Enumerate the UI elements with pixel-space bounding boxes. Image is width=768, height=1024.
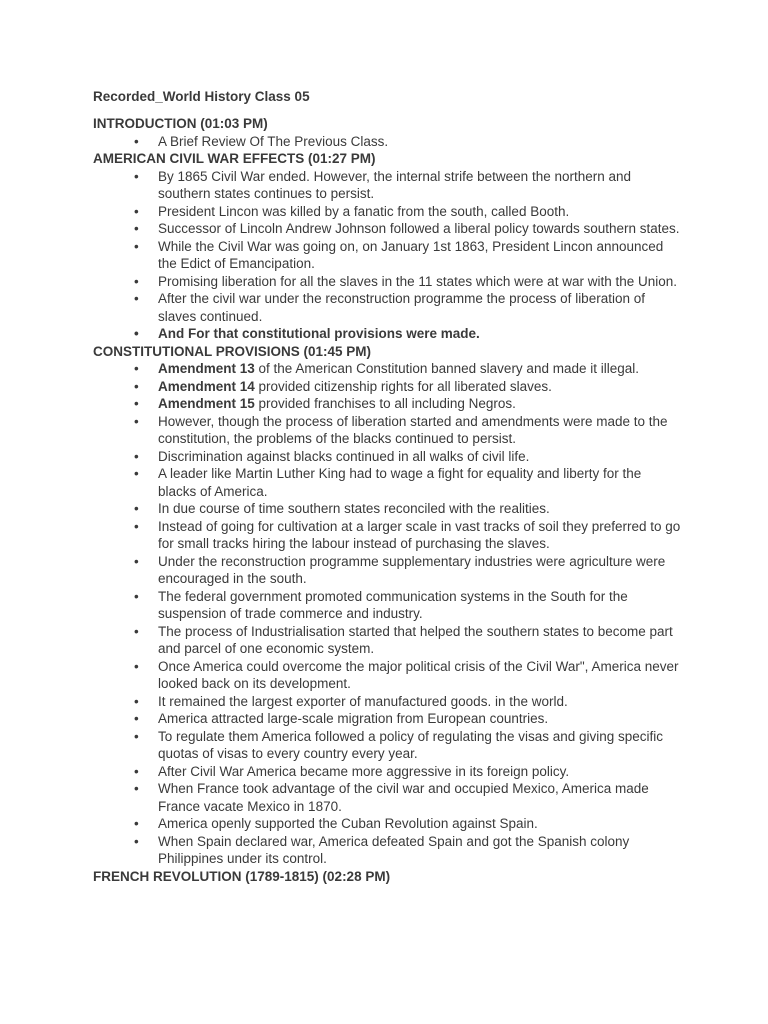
- bullet-icon: •: [134, 588, 139, 604]
- list-item-text: To regulate them America followed a policy of regulating the visas and giving specific quotas of visas to every country every year.: [158, 728, 664, 761]
- list-item: [134, 518, 683, 553]
- list-item-text: America openly supported the Cuban Revolution against Spain.: [158, 816, 538, 831]
- list-item-text: In due course of time southern states reconciled with the realities.: [158, 501, 550, 516]
- list-item: [134, 220, 683, 238]
- list-item: [134, 465, 683, 500]
- bullet-icon: •: [134, 326, 139, 341]
- list-item: [134, 728, 683, 763]
- bullet-icon: •: [134, 623, 139, 639]
- list-item-text: Once America could overcome the major political crisis of the Civil War", America never looked back on its development.: [158, 658, 679, 691]
- list-item-text: of the American Constitution banned slavery and made it illegal.: [254, 361, 640, 376]
- bullet-icon: •: [134, 833, 139, 849]
- list-item: [134, 588, 683, 623]
- list-item: [134, 500, 683, 518]
- list-item: [134, 623, 683, 658]
- document-title: Recorded_World History Class 05: [93, 89, 310, 104]
- bullet-icon: •: [134, 221, 139, 236]
- list-item: [134, 833, 683, 868]
- document-page: [93, 88, 683, 885]
- list-item-text: When Spain declared war, America defeated Spain and got the Spanish colony Philippines under its control.: [158, 833, 630, 866]
- list-item: [134, 815, 683, 833]
- list-item-text: The federal government promoted communication systems in the South for the suspension of trade commerce and industry.: [158, 588, 628, 621]
- bullet-icon: •: [134, 413, 139, 429]
- section-heading: FRENCH REVOLUTION (1789-1815) (02:28 PM): [93, 868, 391, 884]
- list-item-text: provided citizenship rights for all liberated slaves.: [254, 378, 552, 394]
- list-item-text: However, though the process of liberation started and amendments were made to the constitution, the problems of the blacks continued to persist.: [158, 413, 668, 446]
- bullet-icon: •: [134, 693, 139, 709]
- amendment-label: Amendment 13: [158, 361, 255, 376]
- bullet-icon: •: [134, 361, 139, 376]
- list-item-text: While the Civil War was going on, on January 1st 1863, President Lincon announced the Edict of Emancipation.: [158, 238, 664, 271]
- list-item-text: The process of Industrialisation started that helped the southern states to become part and parcel of one economic system.: [158, 623, 673, 656]
- list-item: [134, 360, 683, 378]
- bullet-icon: •: [134, 273, 139, 289]
- list-item-text: A leader like Martin Luther King had to wage a fight for equality and liberty for the blacks of America.: [158, 466, 642, 499]
- bullet-icon: •: [134, 448, 139, 464]
- list-item-text: Instead of going for cultivation at a larger scale in vast tracks of soil they preferred to go for small tracks hiring the labour instead of purchasing the slaves.: [158, 518, 681, 551]
- list-item: [134, 273, 683, 291]
- list-item: [134, 658, 683, 693]
- list-item-text: A Brief Review Of The Previous Class.: [158, 133, 389, 149]
- bullet-icon: •: [134, 781, 139, 796]
- bullet-icon: •: [134, 728, 139, 744]
- bullet-icon: •: [134, 816, 139, 831]
- list-item-text: And For that constitutional provisions were made.: [158, 326, 480, 341]
- bullet-icon: •: [134, 711, 139, 726]
- list-item-text: After Civil War America became more aggressive in its foreign policy.: [158, 763, 570, 779]
- list-item: [134, 780, 683, 815]
- amendment-label: Amendment 15: [158, 396, 255, 411]
- bullet-icon: •: [134, 396, 139, 411]
- bullet-icon: •: [134, 518, 139, 534]
- list-item: [134, 203, 683, 221]
- list-item: [134, 710, 683, 728]
- bullet-list: [93, 133, 683, 151]
- bullet-icon: •: [134, 291, 139, 306]
- list-item-text: After the civil war under the reconstruction programme the process of liberation of slaves continued.: [158, 291, 645, 324]
- list-item-text: provided franchises to all including Negros.: [254, 396, 516, 411]
- list-item-text: America attracted large-scale migration from European countries.: [158, 711, 549, 726]
- list-item: [134, 693, 683, 711]
- bullet-icon: •: [134, 238, 139, 254]
- list-item: [134, 133, 683, 151]
- bullet-icon: •: [134, 168, 139, 184]
- bullet-icon: •: [134, 501, 139, 516]
- document-body: [93, 115, 683, 885]
- bullet-icon: •: [134, 763, 139, 779]
- amendment-label: Amendment 14: [158, 378, 255, 394]
- list-item-text: When France took advantage of the civil war and occupied Mexico, America made France vacate Mexico in 1870.: [158, 781, 649, 814]
- list-item: [134, 763, 683, 781]
- list-item: [134, 448, 683, 466]
- section-heading: INTRODUCTION (01:03 PM): [93, 116, 268, 131]
- bullet-list: [93, 168, 683, 343]
- section-heading: AMERICAN CIVIL WAR EFFECTS (01:27 PM): [93, 151, 376, 166]
- bullet-icon: •: [134, 133, 139, 149]
- list-item: [134, 395, 683, 413]
- list-item-text: Promising liberation for all the slaves in the 11 states which were at war with the Union.: [158, 273, 677, 289]
- bullet-icon: •: [134, 658, 139, 674]
- list-item-text: Under the reconstruction programme supplementary industries were agriculture were encouraged in the south.: [158, 553, 666, 586]
- list-item-text: Successor of Lincoln Andrew Johnson followed a liberal policy towards southern states.: [158, 221, 680, 236]
- list-item: [134, 413, 683, 448]
- bullet-list: [93, 360, 683, 868]
- list-item: [134, 325, 683, 343]
- bullet-icon: •: [134, 203, 139, 219]
- list-item: [134, 378, 683, 396]
- list-item-text: By 1865 Civil War ended. However, the internal strife between the northern and southern states continues to persist.: [158, 168, 632, 201]
- list-item-text: President Lincon was killed by a fanatic from the south, called Booth.: [158, 203, 570, 219]
- bullet-icon: •: [134, 378, 139, 394]
- list-item-text: Discrimination against blacks continued in all walks of civil life.: [158, 448, 530, 464]
- list-item: [134, 168, 683, 203]
- list-item-text: It remained the largest exporter of manufactured goods. in the world.: [158, 693, 568, 709]
- list-item: [134, 238, 683, 273]
- list-item: [134, 290, 683, 325]
- bullet-icon: •: [134, 553, 139, 569]
- section-heading: CONSTITUTIONAL PROVISIONS (01:45 PM): [93, 343, 372, 359]
- bullet-icon: •: [134, 466, 139, 481]
- list-item: [134, 553, 683, 588]
